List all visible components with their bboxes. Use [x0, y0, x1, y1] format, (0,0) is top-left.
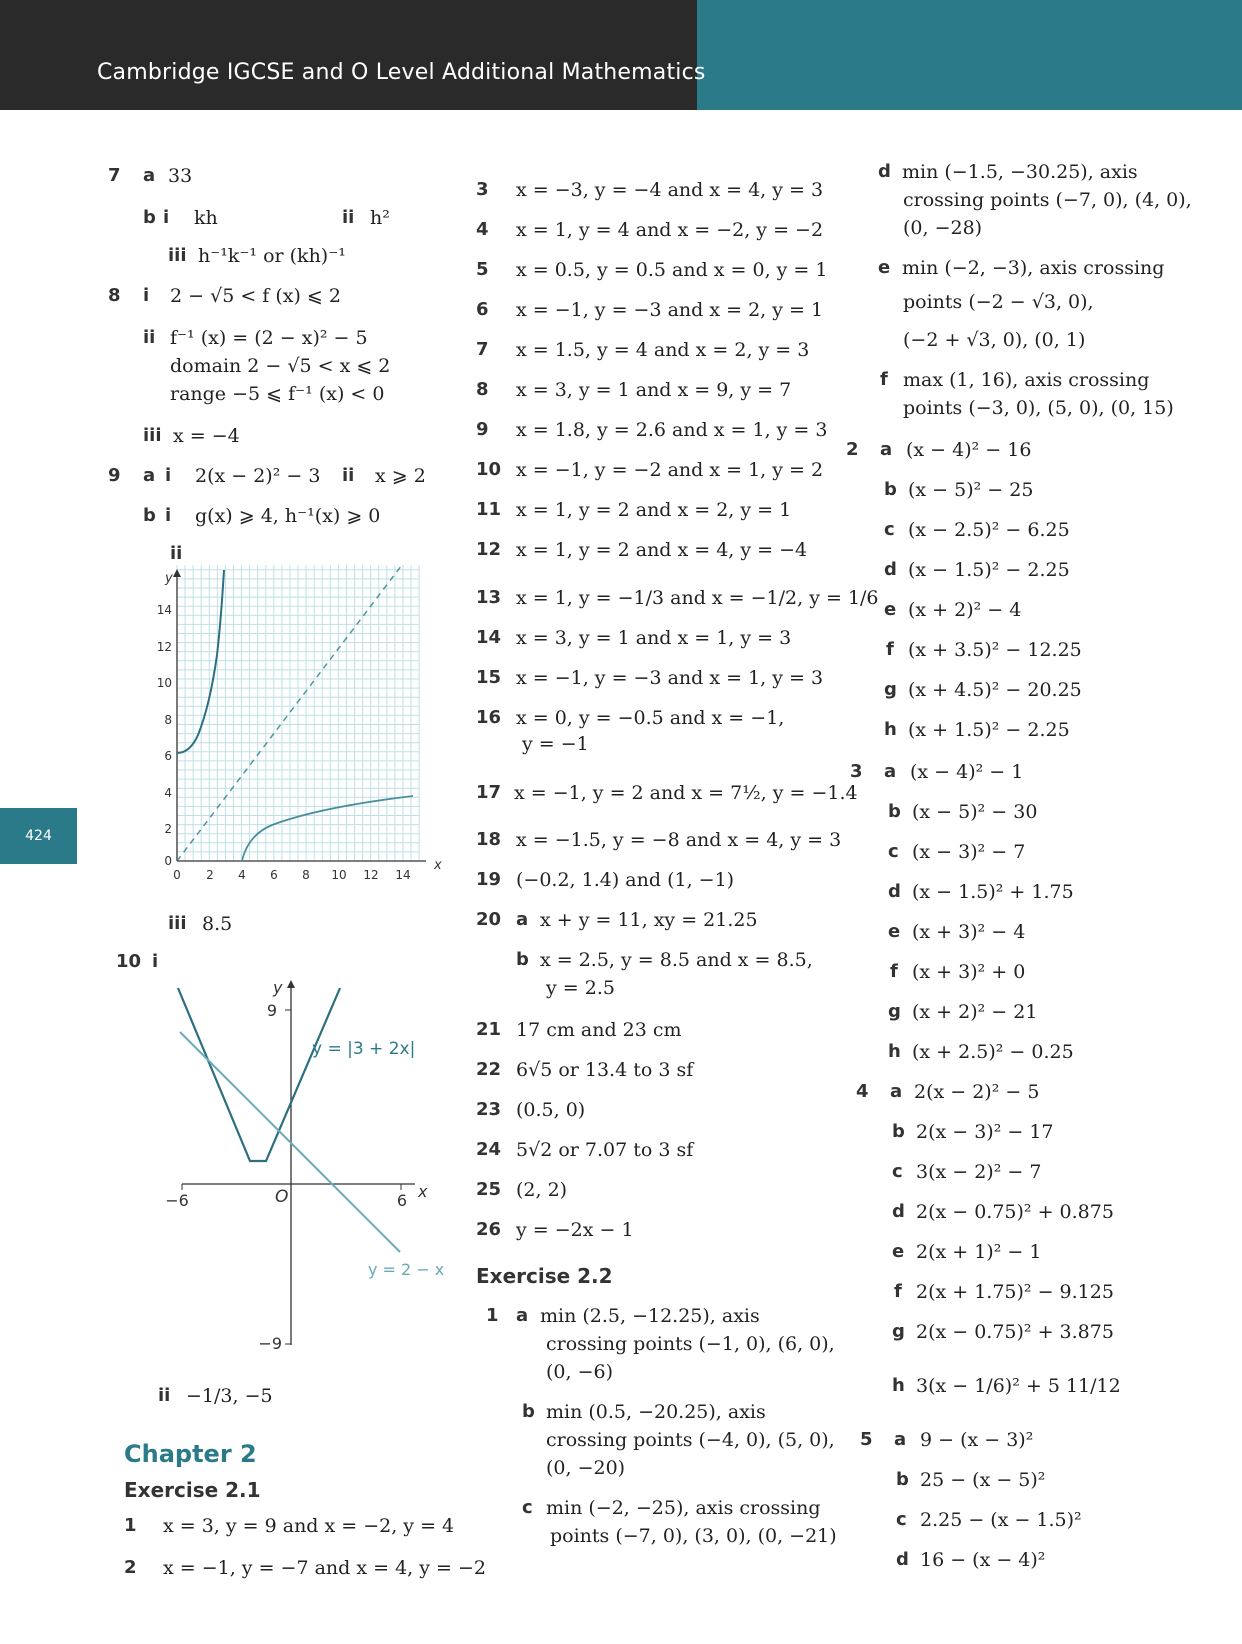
question-number: 22	[476, 1059, 502, 1080]
answer-text: x = −1, y = −2 and x = 1, y = 2	[516, 459, 824, 481]
answer-text: −1/3, −5	[186, 1385, 273, 1407]
part-label: c	[884, 519, 895, 540]
question-number: 24	[476, 1139, 502, 1160]
x-tick: −6	[165, 1191, 189, 1210]
answer-text: (−0.2, 1.4) and (1, −1)	[516, 869, 735, 891]
answer-text: 2(x − 0.75)² + 3.875	[916, 1321, 1114, 1343]
x-tick: 0	[173, 868, 181, 882]
answer-text: (−2 + √3, 0), (0, 1)	[903, 329, 1086, 351]
answer-text: (x + 4.5)² − 20.25	[908, 679, 1082, 701]
question-number: 7	[476, 339, 489, 360]
part-label: g	[892, 1321, 905, 1342]
answer-text: 2(x − 3)² − 17	[916, 1121, 1054, 1143]
exercise-heading: Exercise 2.1	[124, 1478, 261, 1502]
y-axis-arrow	[287, 980, 295, 988]
line-y-equals-x	[177, 565, 408, 861]
label-y-2-minus-x: y = 2 − x	[368, 1260, 445, 1279]
subpart-label: ii	[170, 543, 183, 564]
answer-text: y = −1	[522, 733, 589, 755]
part-label: a	[516, 909, 529, 930]
subpart-label: iii	[168, 245, 187, 266]
answer-text: f⁻¹ (x) = (2 − x)² − 5	[170, 327, 368, 349]
question-number: 18	[476, 829, 502, 850]
question-number: 23	[476, 1099, 502, 1120]
x-axis-label: x	[418, 1182, 428, 1201]
subpart-label: ii	[143, 327, 156, 348]
subpart-label: ii	[158, 1385, 171, 1406]
question-number: 17	[476, 782, 502, 803]
part-label: b	[896, 1469, 909, 1490]
part-label: e	[884, 599, 897, 620]
y-tick: 8	[164, 713, 172, 727]
answer-text: kh	[194, 207, 218, 229]
answer-text: x = −3, y = −4 and x = 4, y = 3	[516, 179, 824, 201]
answer-text: x = 1, y = 2 and x = 4, y = −4	[516, 539, 808, 561]
answer-text: 2.25 − (x − 1.5)²	[920, 1509, 1082, 1531]
answer-text: points (−2 − √3, 0),	[903, 291, 1094, 313]
answer-text: x = 1, y = 4 and x = −2, y = −2	[516, 219, 824, 241]
part-label: b	[516, 949, 529, 970]
y-tick: 12	[156, 640, 172, 654]
question-number: 8	[108, 285, 121, 306]
part-label: f	[890, 961, 898, 982]
answer-text: x = 1.8, y = 2.6 and x = 1, y = 3	[516, 419, 828, 441]
answer-text: (x + 3.5)² − 12.25	[908, 639, 1082, 661]
question-number: 20	[476, 909, 502, 930]
answer-text: min (2.5, −12.25), axis	[540, 1305, 760, 1327]
answer-text: 2(x + 1)² − 1	[916, 1241, 1042, 1263]
part-label: b	[884, 479, 897, 500]
subpart-label: i	[165, 465, 172, 486]
answer-text: x = 3, y = 1 and x = 1, y = 3	[516, 627, 792, 649]
part-label: c	[892, 1161, 903, 1182]
part-label: g	[884, 679, 897, 700]
question-number: 4	[476, 219, 489, 240]
question-number: 4	[856, 1081, 869, 1102]
answer-text: (x − 2.5)² − 6.25	[908, 519, 1070, 541]
part-label: f	[880, 369, 888, 390]
answer-text: 3(x − 1/6)² + 5 11/12	[916, 1375, 1121, 1397]
y-tick: 2	[164, 822, 172, 836]
curve-h-inverse	[242, 796, 413, 861]
question-number: 10	[476, 459, 502, 480]
answer-text: 25 − (x − 5)²	[920, 1469, 1046, 1491]
answer-text: 2(x − 2)² − 3	[195, 465, 321, 487]
part-label: a	[890, 1081, 903, 1102]
question-number: 21	[476, 1019, 502, 1040]
part-label: a	[143, 165, 156, 186]
answer-text: x = −4	[173, 425, 240, 447]
answer-text: (0, −6)	[546, 1361, 614, 1383]
answer-text: 2(x − 0.75)² + 0.875	[916, 1201, 1114, 1223]
question-number: 1	[486, 1305, 499, 1326]
answer-text: points (−7, 0), (3, 0), (0, −21)	[550, 1525, 837, 1547]
x-tick: 8	[302, 868, 310, 882]
exercise-heading: Exercise 2.2	[476, 1264, 613, 1288]
answer-text: x ⩾ 2	[375, 465, 426, 487]
graph-y-abs-3-plus-2x	[178, 988, 340, 1161]
graph-y-2-minus-x	[180, 1032, 400, 1252]
y-tick: 4	[164, 786, 172, 800]
answer-text: x = 2.5, y = 8.5 and x = 8.5,	[540, 949, 813, 971]
y-tick: 10	[156, 676, 172, 690]
origin-label: O	[275, 1187, 289, 1207]
y-axis-label: y	[165, 571, 173, 586]
label-y-abs-3-plus-2x: y = |3 + 2x|	[312, 1039, 416, 1059]
answer-text: min (−2, −3), axis crossing	[902, 257, 1165, 279]
answer-text: 5√2 or 7.07 to 3 sf	[516, 1139, 694, 1161]
part-label: b	[892, 1121, 905, 1142]
subpart-label: iii	[168, 913, 187, 934]
part-label: b	[522, 1401, 535, 1422]
question-number: 14	[476, 627, 502, 648]
answer-text: g(x) ⩾ 4, h⁻¹(x) ⩾ 0	[195, 505, 381, 527]
part-label: a	[880, 439, 893, 460]
subpart-label: i	[143, 285, 150, 306]
part-label: h	[888, 1041, 901, 1062]
question-number: 3	[476, 179, 489, 200]
question-number: 15	[476, 667, 502, 688]
header-bar-accent	[697, 0, 1242, 110]
question-number: 2	[124, 1557, 137, 1578]
question-number: 2	[846, 439, 859, 460]
answer-text: (2, 2)	[516, 1179, 568, 1201]
part-label: d	[878, 161, 891, 182]
answer-text: (x − 4)² − 1	[910, 761, 1024, 783]
part-label: a	[884, 761, 897, 782]
graph-functions	[140, 565, 450, 885]
part-label: a	[516, 1305, 529, 1326]
answer-text: (x − 5)² − 25	[908, 479, 1034, 501]
answer-text: 16 − (x − 4)²	[920, 1549, 1046, 1571]
part-label: c	[888, 841, 899, 862]
part-label: a	[894, 1429, 907, 1450]
subpart-label: iii	[143, 425, 162, 446]
answer-text: (x − 1.5)² + 1.75	[912, 881, 1074, 903]
answer-text: x = 1, y = 2 and x = 2, y = 1	[516, 499, 792, 521]
header-bar-dark	[0, 0, 697, 110]
answer-text: x = −1, y = −7 and x = 4, y = −2	[163, 1557, 486, 1579]
answer-text: domain 2 − √5 < x ⩽ 2	[170, 355, 391, 377]
answer-text: x = 3, y = 1 and x = 9, y = 7	[516, 379, 792, 401]
answer-text: (0.5, 0)	[516, 1099, 586, 1121]
question-number: 10	[116, 951, 142, 972]
answer-text: (x + 2)² − 21	[912, 1001, 1038, 1023]
answer-text: (x + 3)² + 0	[912, 961, 1026, 983]
answer-text: (x − 4)² − 16	[906, 439, 1032, 461]
answer-text: min (−1.5, −30.25), axis	[902, 161, 1138, 183]
subpart-label: i	[152, 951, 159, 972]
question-number: 9	[476, 419, 489, 440]
y-axis-label: y	[273, 978, 283, 997]
chapter-heading: Chapter 2	[124, 1440, 257, 1468]
answer-text: (0, −28)	[903, 217, 983, 239]
x-tick: 6	[396, 1191, 408, 1210]
answer-text: crossing points (−7, 0), (4, 0),	[903, 189, 1192, 211]
part-label: c	[896, 1509, 907, 1530]
question-number: 11	[476, 499, 502, 520]
answer-text: min (0.5, −20.25), axis	[546, 1401, 766, 1423]
part-label: b	[888, 801, 901, 822]
answer-text: crossing points (−1, 0), (6, 0),	[546, 1333, 835, 1355]
answer-text: x = 1, y = −1/3 and x = −1/2, y = 1/6	[516, 587, 879, 609]
question-number: 16	[476, 707, 502, 728]
x-tick: 12	[363, 868, 379, 882]
answer-text: y = 2.5	[546, 977, 615, 999]
answer-text: x = −1, y = −3 and x = 2, y = 1	[516, 299, 824, 321]
y-tick: 0	[164, 854, 172, 868]
answer-text: points (−3, 0), (5, 0), (0, 15)	[903, 397, 1174, 419]
answer-text: (0, −20)	[546, 1457, 626, 1479]
answer-text: 3(x − 2)² − 7	[916, 1161, 1042, 1183]
y-tick: 14	[156, 603, 172, 617]
x-tick: 10	[331, 868, 347, 882]
answer-text: min (−2, −25), axis crossing	[546, 1497, 821, 1519]
answer-text: (x − 5)² − 30	[912, 801, 1038, 823]
x-axis-label: x	[434, 858, 442, 873]
question-number: 1	[124, 1515, 137, 1536]
x-tick: 4	[238, 868, 246, 882]
answer-text: 9 − (x − 3)²	[920, 1429, 1034, 1451]
answer-text: crossing points (−4, 0), (5, 0),	[546, 1429, 835, 1451]
question-number: 5	[476, 259, 489, 280]
x-tick: 6	[270, 868, 278, 882]
answer-text: y = −2x − 1	[516, 1219, 634, 1241]
answer-text: x + y = 11, xy = 21.25	[540, 909, 758, 931]
part-label: f	[886, 639, 894, 660]
part-label: d	[884, 559, 897, 580]
answer-text: (x + 3)² − 4	[912, 921, 1026, 943]
answer-text: (x + 2.5)² − 0.25	[912, 1041, 1074, 1063]
y-tick-labels	[157, 603, 172, 868]
part-label: h	[892, 1375, 905, 1396]
answer-text: max (1, 16), axis crossing	[903, 369, 1150, 391]
question-number: 12	[476, 539, 502, 560]
answer-text: 2(x + 1.75)² − 9.125	[916, 1281, 1114, 1303]
question-number: 13	[476, 587, 502, 608]
question-number: 7	[108, 165, 121, 186]
question-number: 6	[476, 299, 489, 320]
answer-text: h²	[370, 207, 390, 229]
answer-text: (x − 1.5)² − 2.25	[908, 559, 1070, 581]
answer-text: x = −1, y = 2 and x = 7½, y = −1.4	[514, 782, 858, 804]
subpart-label: i	[163, 207, 170, 228]
answer-text: x = 3, y = 9 and x = −2, y = 4	[163, 1515, 455, 1537]
y-tick: 9	[266, 1001, 277, 1020]
part-label: e	[878, 257, 891, 278]
part-label: g	[888, 1001, 901, 1022]
answer-text: range −5 ⩽ f⁻¹ (x) < 0	[170, 383, 385, 405]
answer-text: (x + 2)² − 4	[908, 599, 1022, 621]
answer-text: x = −1, y = −3 and x = 1, y = 3	[516, 667, 824, 689]
x-tick: 2	[206, 868, 214, 882]
question-number: 25	[476, 1179, 502, 1200]
question-number: 8	[476, 379, 489, 400]
y-tick: 6	[164, 749, 172, 763]
answer-text: 8.5	[202, 913, 233, 935]
question-number: 9	[108, 465, 121, 486]
answer-text: x = 0, y = −0.5 and x = −1,	[516, 707, 785, 729]
part-label: f	[894, 1281, 902, 1302]
answer-text: x = 1.5, y = 4 and x = 2, y = 3	[516, 339, 810, 361]
subpart-label: ii	[342, 465, 355, 486]
part-label: e	[888, 921, 901, 942]
part-label: d	[892, 1201, 905, 1222]
answer-text: 17 cm and 23 cm	[516, 1019, 682, 1041]
x-tick: 14	[395, 868, 411, 882]
graph-modulus	[150, 975, 460, 1365]
answer-text: (x − 3)² − 7	[912, 841, 1026, 863]
answer-text: x = −1.5, y = −8 and x = 4, y = 3	[516, 829, 842, 851]
part-label: c	[522, 1497, 533, 1518]
answer-text: 2(x − 2)² − 5	[914, 1081, 1040, 1103]
question-number: 5	[860, 1429, 873, 1450]
book-title: Cambridge IGCSE and O Level Additional Mathematics	[97, 60, 706, 85]
part-label: e	[892, 1241, 905, 1262]
part-label: b	[143, 505, 156, 526]
subpart-label: ii	[342, 207, 355, 228]
subpart-label: i	[165, 505, 172, 526]
part-label: h	[884, 719, 897, 740]
answer-text: 2 − √5 < f (x) ⩽ 2	[170, 285, 341, 307]
part-label: d	[888, 881, 901, 902]
question-number: 26	[476, 1219, 502, 1240]
answer-text: 33	[168, 165, 193, 187]
part-label: d	[896, 1549, 909, 1570]
answer-text: x = 0.5, y = 0.5 and x = 0, y = 1	[516, 259, 828, 281]
page-number: 424	[0, 808, 77, 864]
answer-text: h⁻¹k⁻¹ or (kh)⁻¹	[198, 245, 346, 267]
y-tick: −9	[258, 1334, 282, 1353]
part-label: b	[143, 207, 156, 228]
answer-text: (x + 1.5)² − 2.25	[908, 719, 1070, 741]
question-number: 3	[850, 761, 863, 782]
part-label: a	[143, 465, 156, 486]
answer-text: 6√5 or 13.4 to 3 sf	[516, 1059, 694, 1081]
x-tick-labels	[173, 868, 410, 882]
question-number: 19	[476, 869, 502, 890]
